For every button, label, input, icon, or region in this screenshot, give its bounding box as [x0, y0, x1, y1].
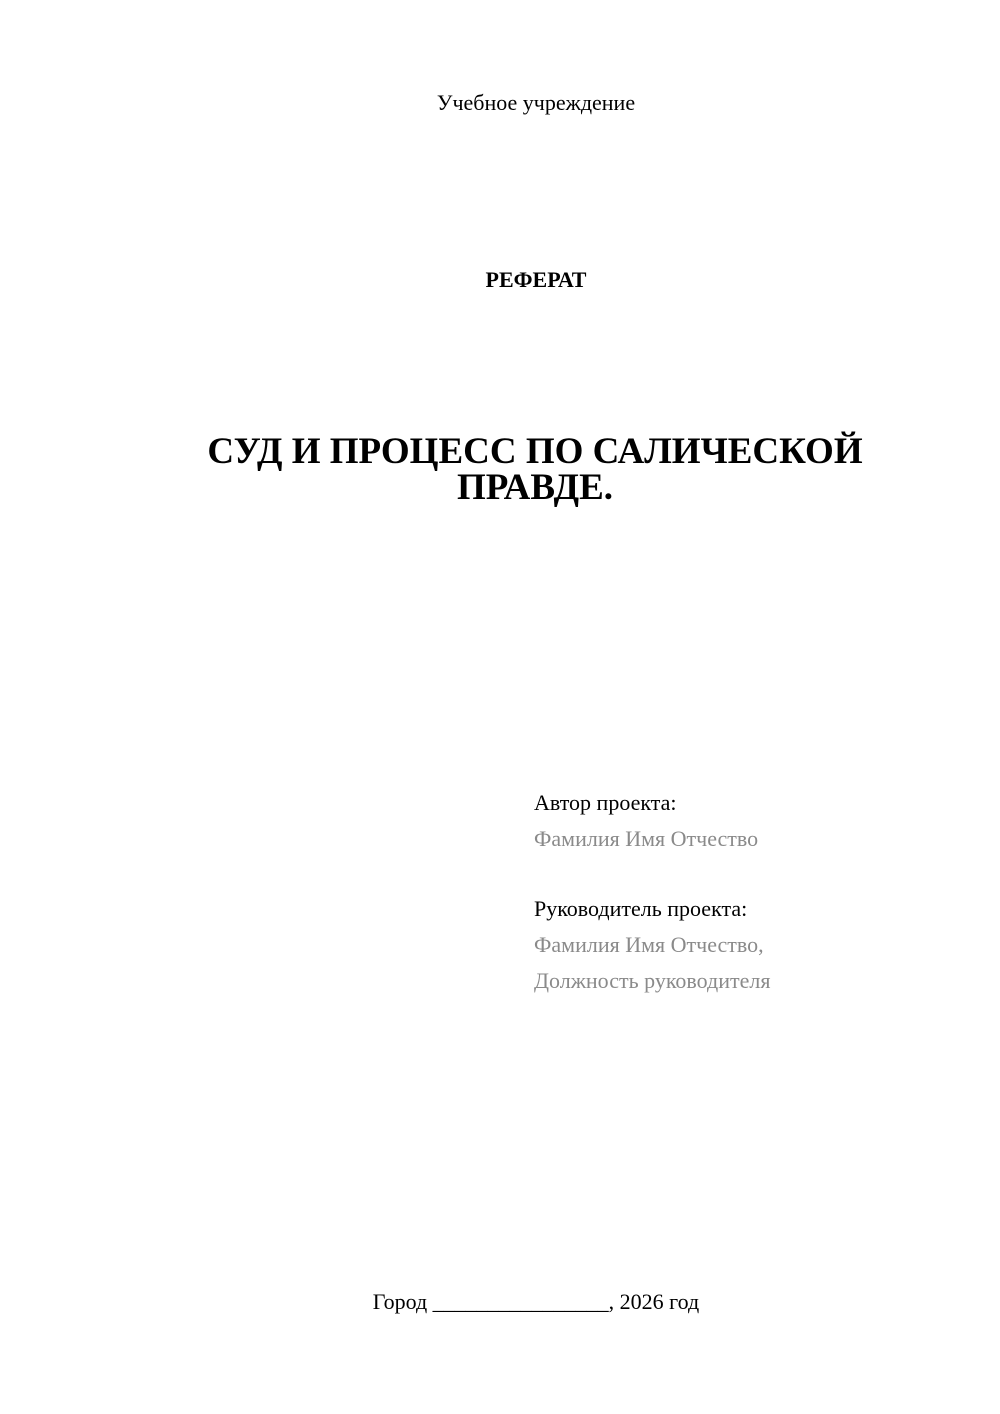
credits-block [534, 785, 770, 999]
supervisor-name: Фамилия Имя Отчество, [534, 932, 764, 957]
author-label: Автор проекта: [534, 790, 677, 815]
supervisor-label: Руководитель проекта: [534, 896, 748, 921]
document-title: СУД И ПРОЦЕСС ПО САЛИЧЕСКОЙ ПРАВДЕ. [207, 431, 863, 508]
document-type: РЕФЕРАТ [485, 267, 587, 292]
institution-name: Учебное учреждение [436, 90, 636, 115]
credits-spacer [534, 857, 770, 891]
city-year-line: Город ________________, 2026 год [372, 1289, 700, 1314]
author-name: Фамилия Имя Отчество [534, 826, 759, 851]
supervisor-position: Должность руководителя [534, 968, 771, 993]
